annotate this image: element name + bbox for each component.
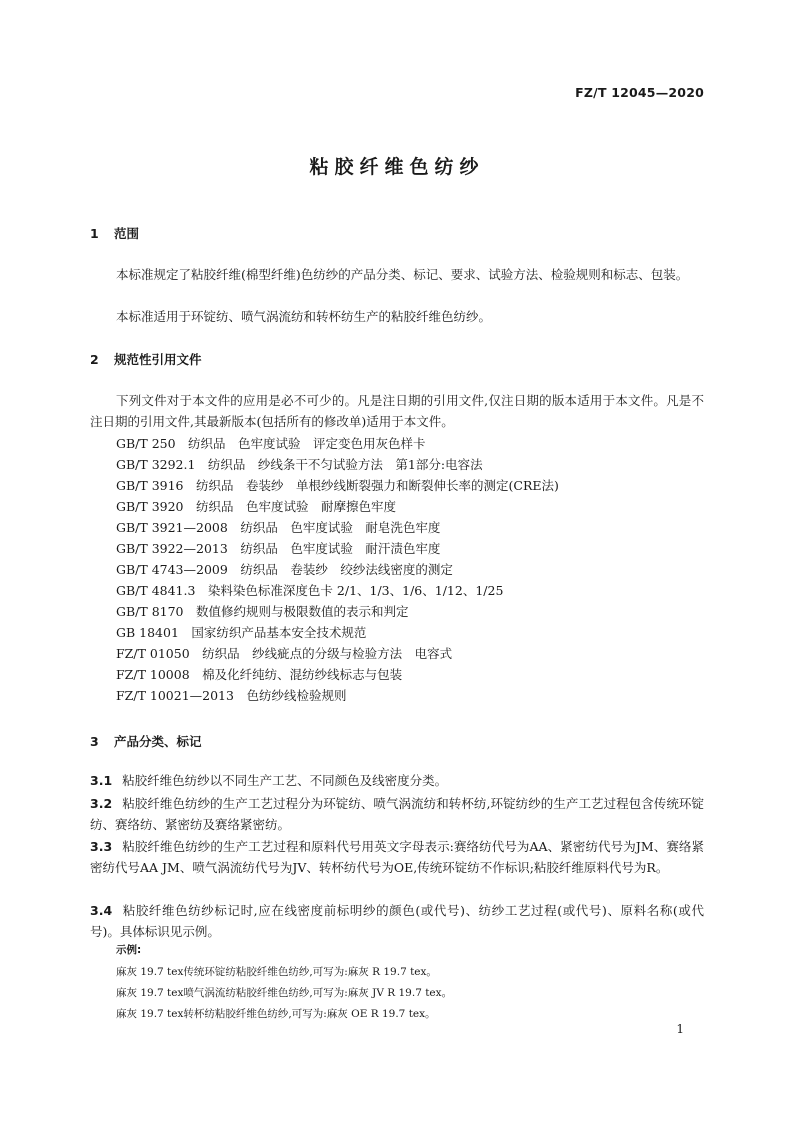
reference-item: GB/T 3921—2008 纺织品 色牢度试验 耐皂洗色牢度 [116, 520, 441, 535]
reference-item: GB/T 3920 纺织品 色牢度试验 耐摩擦色牢度 [116, 499, 397, 514]
clause-3-3 [90, 836, 704, 878]
scope-paragraph-1: 本标准规定了粘胶纤维(棉型纤维)色纺纱的产品分类、标记、要求、试验方法、检验规则和标志、包装。 [116, 267, 689, 282]
section-1-heading [90, 224, 139, 242]
example-line: 麻灰 19.7 tex转杯纺粘胶纤维色纺纱,可写为:麻灰 OE R 19.7 tex。 [116, 1008, 436, 1020]
reference-item: GB/T 3922—2013 纺织品 色牢度试验 耐汗渍色牢度 [116, 541, 441, 556]
clause-3-2 [90, 793, 704, 835]
section-3-heading [90, 732, 202, 750]
reference-item: GB/T 8170 数值修约规则与极限数值的表示和判定 [116, 604, 409, 619]
example-line: 麻灰 19.7 tex喷气涡流纺粘胶纤维色纺纱,可写为:麻灰 JV R 19.7 tex。 [116, 987, 453, 999]
clause-number: 3.4 [90, 903, 113, 918]
reference-item: GB/T 4841.3 染料染色标准深度色卡 2/1、1/3、1/6、1/12、1/25 [116, 583, 504, 598]
page-number: 1 [676, 1022, 684, 1036]
section-number: 2 [90, 352, 99, 367]
reference-item: FZ/T 10008 棉及化纤纯纺、混纺纱线标志与包装 [116, 667, 403, 682]
example-label: 示例: [116, 944, 142, 956]
clause-text: 粘胶纤维色纺纱标记时,应在线密度前标明纱的颜色(或代号)、纺纱工艺过程(或代号)、原料名称(或代号)。具体标识见示例。 [90, 903, 704, 939]
clause-3-4 [90, 900, 704, 942]
reference-item: GB/T 3916 纺织品 卷装纱 单根纱线断裂强力和断裂伸长率的测定(CRE法) [116, 478, 559, 493]
clause-number: 3.2 [90, 796, 113, 811]
clause-text: 粘胶纤维色纺纱的生产工艺过程和原料代号用英文字母表示:赛络纺代号为AA、紧密纺代号为JM、赛络紧密纺代号AA JM、喷气涡流纺代号为JV、转杯纺代号为OE,传统环锭纺不作标识;粘胶纤维原料代号为R。 [90, 839, 704, 875]
references-intro: 下列文件对于本文件的应用是必不可少的。凡是注日期的引用文件,仅注日期的版本适用于本文件。凡是不注日期的引用文件,其最新版本(包括所有的修改单)适用于本文件。 [90, 393, 704, 429]
document-code: FZ/T 12045—2020 [575, 85, 704, 100]
clause-text: 粘胶纤维色纺纱的生产工艺过程分为环锭纺、喷气涡流纺和转杯纺,环锭纺纱的生产工艺过程包含传统环锭纺、赛络纺、紧密纺及赛络紧密纺。 [90, 796, 704, 832]
section-number: 3 [90, 734, 99, 749]
scope-paragraph-2: 本标准适用于环锭纺、喷气涡流纺和转杯纺生产的粘胶纤维色纺纱。 [116, 309, 492, 324]
reference-item: FZ/T 10021—2013 色纺纱线检验规则 [116, 688, 347, 703]
reference-item: FZ/T 01050 纺织品 纱线疵点的分级与检验方法 电容式 [116, 646, 453, 661]
example-line: 麻灰 19.7 tex传统环锭纺粘胶纤维色纺纱,可写为:麻灰 R 19.7 tex。 [116, 966, 437, 978]
section-number: 1 [90, 226, 99, 241]
section-title: 规范性引用文件 [114, 352, 202, 367]
reference-item: GB/T 250 纺织品 色牢度试验 评定变色用灰色样卡 [116, 436, 426, 451]
reference-item: GB/T 4743—2009 纺织品 卷装纱 绞纱法线密度的测定 [116, 562, 453, 577]
clause-text: 粘胶纤维色纺纱以不同生产工艺、不同颜色及线密度分类。 [122, 773, 448, 788]
clause-number: 3.3 [90, 839, 113, 854]
clause-3-1 [90, 770, 704, 791]
clause-number: 3.1 [90, 773, 113, 788]
section-title: 产品分类、标记 [114, 734, 202, 749]
section-2-heading [90, 350, 202, 368]
document-title: 粘胶纤维色纺纱 [309, 156, 485, 178]
reference-item: GB 18401 国家纺织产品基本安全技术规范 [116, 625, 367, 640]
section-title: 范围 [114, 226, 140, 241]
reference-item: GB/T 3292.1 纺织品 纱线条干不匀试验方法 第1部分:电容法 [116, 457, 483, 472]
